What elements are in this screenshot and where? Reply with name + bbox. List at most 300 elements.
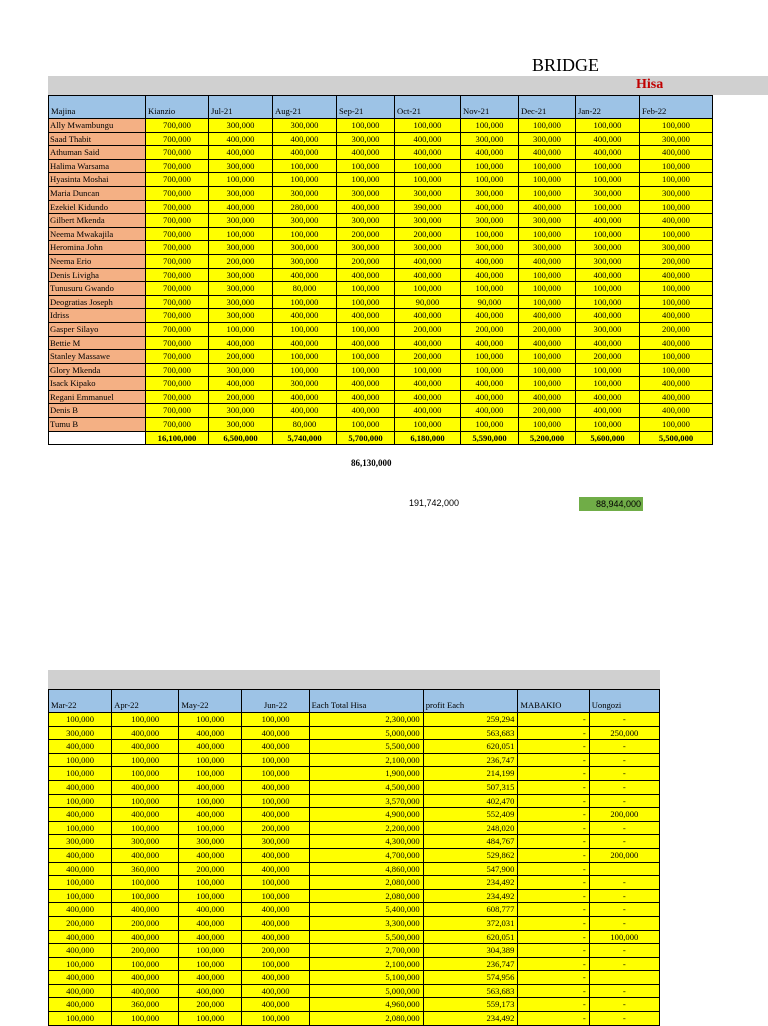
amount-cell[interactable]: 300,000: [640, 241, 713, 255]
amount-cell[interactable]: 100,000: [337, 173, 395, 187]
amount-cell[interactable]: 100,000: [576, 159, 640, 173]
amount-cell[interactable]: 100,000: [179, 944, 242, 958]
amount-cell[interactable]: 100,000: [179, 821, 242, 835]
amount-cell[interactable]: 400,000: [112, 848, 179, 862]
amount-cell[interactable]: 400,000: [461, 146, 519, 160]
member-name-cell[interactable]: Neema Mwakajila: [49, 227, 146, 241]
amount-cell[interactable]: 234,492: [423, 876, 518, 890]
amount-cell[interactable]: 100,000: [112, 767, 179, 781]
amount-cell[interactable]: 2,080,000: [309, 1012, 423, 1026]
amount-cell[interactable]: 400,000: [273, 336, 337, 350]
amount-cell[interactable]: 400,000: [640, 336, 713, 350]
amount-cell[interactable]: 2,700,000: [309, 944, 423, 958]
amount-cell[interactable]: 100,000: [242, 713, 309, 727]
amount-cell[interactable]: 200,000: [576, 350, 640, 364]
amount-cell[interactable]: 100,000: [337, 119, 395, 133]
amount-cell[interactable]: 400,000: [242, 780, 309, 794]
amount-cell[interactable]: 400,000: [640, 404, 713, 418]
amount-cell[interactable]: -: [518, 808, 589, 822]
amount-cell[interactable]: 100,000: [461, 282, 519, 296]
amount-cell[interactable]: 700,000: [146, 119, 209, 133]
amount-cell[interactable]: 234,492: [423, 889, 518, 903]
member-name-cell[interactable]: Heromina John: [49, 241, 146, 255]
amount-cell[interactable]: 402,470: [423, 794, 518, 808]
amount-cell[interactable]: 80,000: [273, 282, 337, 296]
amount-cell[interactable]: 100,000: [337, 363, 395, 377]
amount-cell[interactable]: 300,000: [395, 241, 461, 255]
amount-cell[interactable]: 100,000: [112, 753, 179, 767]
amount-cell[interactable]: [589, 971, 659, 985]
amount-cell[interactable]: 700,000: [146, 173, 209, 187]
member-name-cell[interactable]: Denis B: [49, 404, 146, 418]
amount-cell[interactable]: 100,000: [576, 363, 640, 377]
amount-cell[interactable]: -: [589, 780, 659, 794]
amount-cell[interactable]: 400,000: [179, 903, 242, 917]
amount-cell[interactable]: 100,000: [519, 186, 576, 200]
amount-cell[interactable]: -: [518, 930, 589, 944]
amount-cell[interactable]: 100,000: [519, 350, 576, 364]
amount-cell[interactable]: 200,000: [337, 227, 395, 241]
amount-cell[interactable]: 2,080,000: [309, 889, 423, 903]
total-cell[interactable]: 5,740,000: [273, 431, 337, 445]
amount-cell[interactable]: 400,000: [112, 740, 179, 754]
amount-cell[interactable]: 300,000: [209, 268, 273, 282]
amount-cell[interactable]: 400,000: [461, 390, 519, 404]
amount-cell[interactable]: 100,000: [589, 930, 659, 944]
amount-cell[interactable]: 300,000: [461, 186, 519, 200]
amount-cell[interactable]: 100,000: [112, 889, 179, 903]
amount-cell[interactable]: 400,000: [112, 984, 179, 998]
amount-cell[interactable]: 300,000: [209, 119, 273, 133]
amount-cell[interactable]: 100,000: [112, 957, 179, 971]
amount-cell[interactable]: -: [518, 835, 589, 849]
amount-cell[interactable]: 400,000: [519, 146, 576, 160]
amount-cell[interactable]: 300,000: [179, 835, 242, 849]
amount-cell[interactable]: 3,300,000: [309, 916, 423, 930]
amount-cell[interactable]: 400,000: [242, 862, 309, 876]
amount-cell[interactable]: 400,000: [337, 309, 395, 323]
amount-cell[interactable]: 200,000: [242, 944, 309, 958]
amount-cell[interactable]: 400,000: [242, 848, 309, 862]
amount-cell[interactable]: -: [518, 753, 589, 767]
amount-cell[interactable]: 400,000: [209, 146, 273, 160]
amount-cell[interactable]: 400,000: [242, 903, 309, 917]
amount-cell[interactable]: 300,000: [112, 835, 179, 849]
amount-cell[interactable]: -: [518, 971, 589, 985]
amount-cell[interactable]: 300,000: [242, 835, 309, 849]
amount-cell[interactable]: 400,000: [112, 971, 179, 985]
amount-cell[interactable]: -: [518, 903, 589, 917]
amount-cell[interactable]: -: [518, 713, 589, 727]
amount-cell[interactable]: 100,000: [337, 418, 395, 432]
amount-cell[interactable]: 400,000: [576, 214, 640, 228]
amount-cell[interactable]: 300,000: [273, 186, 337, 200]
amount-cell[interactable]: 400,000: [640, 377, 713, 391]
amount-cell[interactable]: 400,000: [461, 336, 519, 350]
amount-cell[interactable]: 234,492: [423, 1012, 518, 1026]
amount-cell[interactable]: 400,000: [112, 780, 179, 794]
amount-cell[interactable]: 2,080,000: [309, 876, 423, 890]
amount-cell[interactable]: 300,000: [461, 132, 519, 146]
amount-cell[interactable]: 200,000: [179, 998, 242, 1012]
amount-cell[interactable]: 400,000: [461, 377, 519, 391]
amount-cell[interactable]: 400,000: [395, 390, 461, 404]
amount-cell[interactable]: 300,000: [209, 309, 273, 323]
member-name-cell[interactable]: Ally Mwambungu: [49, 119, 146, 133]
amount-cell[interactable]: 300,000: [395, 214, 461, 228]
amount-cell[interactable]: -: [518, 794, 589, 808]
amount-cell[interactable]: 300,000: [209, 418, 273, 432]
amount-cell[interactable]: 552,409: [423, 808, 518, 822]
amount-cell[interactable]: 400,000: [576, 390, 640, 404]
amount-cell[interactable]: 400,000: [209, 200, 273, 214]
amount-cell[interactable]: 2,100,000: [309, 753, 423, 767]
amount-cell[interactable]: 100,000: [179, 753, 242, 767]
amount-cell[interactable]: 300,000: [519, 241, 576, 255]
amount-cell[interactable]: 400,000: [179, 780, 242, 794]
amount-cell[interactable]: 400,000: [49, 971, 112, 985]
amount-cell[interactable]: 5,000,000: [309, 984, 423, 998]
amount-cell[interactable]: 300,000: [209, 295, 273, 309]
amount-cell[interactable]: 300,000: [576, 241, 640, 255]
amount-cell[interactable]: 300,000: [209, 214, 273, 228]
amount-cell[interactable]: 200,000: [395, 322, 461, 336]
amount-cell[interactable]: 400,000: [519, 254, 576, 268]
amount-cell[interactable]: 2,100,000: [309, 957, 423, 971]
amount-cell[interactable]: 100,000: [395, 119, 461, 133]
amount-cell[interactable]: -: [589, 876, 659, 890]
amount-cell[interactable]: 700,000: [146, 322, 209, 336]
amount-cell[interactable]: 400,000: [273, 390, 337, 404]
amount-cell[interactable]: 100,000: [519, 282, 576, 296]
amount-cell[interactable]: 400,000: [395, 404, 461, 418]
amount-cell[interactable]: -: [518, 1012, 589, 1026]
amount-cell[interactable]: 100,000: [112, 794, 179, 808]
amount-cell[interactable]: 259,294: [423, 713, 518, 727]
amount-cell[interactable]: 100,000: [242, 889, 309, 903]
amount-cell[interactable]: 400,000: [395, 254, 461, 268]
amount-cell[interactable]: 100,000: [273, 350, 337, 364]
amount-cell[interactable]: 5,500,000: [309, 740, 423, 754]
amount-cell[interactable]: -: [589, 957, 659, 971]
amount-cell[interactable]: 200,000: [519, 404, 576, 418]
total-cell[interactable]: 5,200,000: [519, 431, 576, 445]
amount-cell[interactable]: -: [589, 903, 659, 917]
amount-cell[interactable]: 200,000: [242, 821, 309, 835]
amount-cell[interactable]: 400,000: [461, 200, 519, 214]
amount-cell[interactable]: 5,400,000: [309, 903, 423, 917]
amount-cell[interactable]: 529,862: [423, 848, 518, 862]
amount-cell[interactable]: 100,000: [519, 363, 576, 377]
amount-cell[interactable]: 250,000: [589, 726, 659, 740]
amount-cell[interactable]: 400,000: [519, 390, 576, 404]
amount-cell[interactable]: 100,000: [242, 1012, 309, 1026]
amount-cell[interactable]: 100,000: [273, 322, 337, 336]
amount-cell[interactable]: 100,000: [337, 295, 395, 309]
amount-cell[interactable]: 100,000: [640, 173, 713, 187]
amount-cell[interactable]: 5,500,000: [309, 930, 423, 944]
amount-cell[interactable]: 700,000: [146, 241, 209, 255]
amount-cell[interactable]: 100,000: [395, 363, 461, 377]
amount-cell[interactable]: 400,000: [337, 200, 395, 214]
amount-cell[interactable]: 700,000: [146, 404, 209, 418]
amount-cell[interactable]: 700,000: [146, 214, 209, 228]
amount-cell[interactable]: 700,000: [146, 268, 209, 282]
amount-cell[interactable]: 400,000: [640, 390, 713, 404]
amount-cell[interactable]: 100,000: [49, 753, 112, 767]
amount-cell[interactable]: 100,000: [640, 350, 713, 364]
amount-cell[interactable]: 400,000: [49, 740, 112, 754]
amount-cell[interactable]: -: [518, 944, 589, 958]
amount-cell[interactable]: 400,000: [49, 984, 112, 998]
amount-cell[interactable]: 200,000: [209, 350, 273, 364]
amount-cell[interactable]: 100,000: [576, 418, 640, 432]
amount-cell[interactable]: 200,000: [395, 227, 461, 241]
amount-cell[interactable]: 300,000: [209, 241, 273, 255]
amount-cell[interactable]: 620,051: [423, 930, 518, 944]
amount-cell[interactable]: 700,000: [146, 132, 209, 146]
member-name-cell[interactable]: Deogratias Joseph: [49, 295, 146, 309]
amount-cell[interactable]: 214,199: [423, 767, 518, 781]
amount-cell[interactable]: 400,000: [179, 971, 242, 985]
member-name-cell[interactable]: Regani Emmanuel: [49, 390, 146, 404]
amount-cell[interactable]: 100,000: [273, 363, 337, 377]
amount-cell[interactable]: 100,000: [395, 418, 461, 432]
amount-cell[interactable]: -: [589, 753, 659, 767]
amount-cell[interactable]: 100,000: [576, 119, 640, 133]
amount-cell[interactable]: 100,000: [640, 200, 713, 214]
amount-cell[interactable]: 90,000: [395, 295, 461, 309]
amount-cell[interactable]: 3,570,000: [309, 794, 423, 808]
amount-cell[interactable]: 100,000: [273, 159, 337, 173]
amount-cell[interactable]: 700,000: [146, 159, 209, 173]
total-cell[interactable]: 5,500,000: [640, 431, 713, 445]
amount-cell[interactable]: -: [518, 957, 589, 971]
amount-cell[interactable]: 300,000: [576, 322, 640, 336]
amount-cell[interactable]: 400,000: [273, 146, 337, 160]
amount-cell[interactable]: 100,000: [640, 418, 713, 432]
amount-cell[interactable]: 400,000: [576, 268, 640, 282]
amount-cell[interactable]: 100,000: [519, 227, 576, 241]
amount-cell[interactable]: 700,000: [146, 254, 209, 268]
amount-cell[interactable]: 100,000: [461, 227, 519, 241]
amount-cell[interactable]: 400,000: [337, 390, 395, 404]
amount-cell[interactable]: 4,900,000: [309, 808, 423, 822]
amount-cell[interactable]: 620,051: [423, 740, 518, 754]
amount-cell[interactable]: 700,000: [146, 363, 209, 377]
amount-cell[interactable]: -: [589, 916, 659, 930]
amount-cell[interactable]: 100,000: [519, 377, 576, 391]
amount-cell[interactable]: 304,389: [423, 944, 518, 958]
member-name-cell[interactable]: Saad Thabit: [49, 132, 146, 146]
amount-cell[interactable]: 4,300,000: [309, 835, 423, 849]
amount-cell[interactable]: 100,000: [112, 1012, 179, 1026]
amount-cell[interactable]: 400,000: [242, 930, 309, 944]
amount-cell[interactable]: 200,000: [519, 322, 576, 336]
amount-cell[interactable]: 700,000: [146, 186, 209, 200]
amount-cell[interactable]: 200,000: [209, 390, 273, 404]
amount-cell[interactable]: 200,000: [640, 322, 713, 336]
amount-cell[interactable]: 400,000: [179, 916, 242, 930]
amount-cell[interactable]: 400,000: [461, 404, 519, 418]
member-name-cell[interactable]: Athuman Said: [49, 146, 146, 160]
amount-cell[interactable]: 360,000: [112, 862, 179, 876]
member-name-cell[interactable]: Tunusuru Gwando: [49, 282, 146, 296]
amount-cell[interactable]: 200,000: [179, 862, 242, 876]
amount-cell[interactable]: 700,000: [146, 377, 209, 391]
amount-cell[interactable]: 300,000: [640, 132, 713, 146]
amount-cell[interactable]: 100,000: [395, 282, 461, 296]
amount-cell[interactable]: 100,000: [519, 173, 576, 187]
member-name-cell[interactable]: Bettie M: [49, 336, 146, 350]
amount-cell[interactable]: 300,000: [576, 254, 640, 268]
empty-cell[interactable]: [49, 431, 146, 445]
amount-cell[interactable]: 559,173: [423, 998, 518, 1012]
amount-cell[interactable]: 400,000: [519, 200, 576, 214]
amount-cell[interactable]: 100,000: [576, 227, 640, 241]
amount-cell[interactable]: 236,747: [423, 957, 518, 971]
amount-cell[interactable]: 100,000: [395, 159, 461, 173]
amount-cell[interactable]: 700,000: [146, 282, 209, 296]
amount-cell[interactable]: 300,000: [209, 159, 273, 173]
amount-cell[interactable]: 400,000: [461, 268, 519, 282]
amount-cell[interactable]: -: [589, 835, 659, 849]
amount-cell[interactable]: 100,000: [640, 119, 713, 133]
member-name-cell[interactable]: Maria Duncan: [49, 186, 146, 200]
amount-cell[interactable]: 400,000: [640, 214, 713, 228]
amount-cell[interactable]: 4,700,000: [309, 848, 423, 862]
amount-cell[interactable]: 300,000: [337, 214, 395, 228]
amount-cell[interactable]: 100,000: [242, 876, 309, 890]
member-name-cell[interactable]: Isack Kipako: [49, 377, 146, 391]
amount-cell[interactable]: 100,000: [519, 418, 576, 432]
amount-cell[interactable]: 300,000: [640, 186, 713, 200]
amount-cell[interactable]: 400,000: [461, 254, 519, 268]
amount-cell[interactable]: 4,500,000: [309, 780, 423, 794]
amount-cell[interactable]: 400,000: [209, 336, 273, 350]
amount-cell[interactable]: 300,000: [209, 186, 273, 200]
amount-cell[interactable]: -: [589, 998, 659, 1012]
amount-cell[interactable]: 100,000: [179, 957, 242, 971]
amount-cell[interactable]: -: [589, 944, 659, 958]
amount-cell[interactable]: 700,000: [146, 146, 209, 160]
amount-cell[interactable]: 400,000: [242, 808, 309, 822]
amount-cell[interactable]: 400,000: [49, 903, 112, 917]
amount-cell[interactable]: 100,000: [242, 753, 309, 767]
amount-cell[interactable]: -: [589, 740, 659, 754]
amount-cell[interactable]: 100,000: [273, 173, 337, 187]
amount-cell[interactable]: 100,000: [49, 1012, 112, 1026]
amount-cell[interactable]: 100,000: [49, 876, 112, 890]
amount-cell[interactable]: 300,000: [519, 132, 576, 146]
amount-cell[interactable]: 400,000: [640, 146, 713, 160]
member-name-cell[interactable]: Tumu B: [49, 418, 146, 432]
amount-cell[interactable]: 300,000: [273, 377, 337, 391]
amount-cell[interactable]: -: [518, 998, 589, 1012]
amount-cell[interactable]: 400,000: [179, 848, 242, 862]
amount-cell[interactable]: 400,000: [112, 808, 179, 822]
amount-cell[interactable]: 400,000: [179, 740, 242, 754]
amount-cell[interactable]: 300,000: [337, 186, 395, 200]
amount-cell[interactable]: 200,000: [395, 350, 461, 364]
amount-cell[interactable]: 400,000: [519, 336, 576, 350]
amount-cell[interactable]: 400,000: [242, 984, 309, 998]
amount-cell[interactable]: 400,000: [179, 984, 242, 998]
amount-cell[interactable]: 100,000: [49, 889, 112, 903]
amount-cell[interactable]: 547,900: [423, 862, 518, 876]
amount-cell[interactable]: 300,000: [273, 254, 337, 268]
amount-cell[interactable]: 700,000: [146, 350, 209, 364]
amount-cell[interactable]: 100,000: [640, 282, 713, 296]
amount-cell[interactable]: 100,000: [209, 227, 273, 241]
amount-cell[interactable]: 400,000: [49, 808, 112, 822]
amount-cell[interactable]: 100,000: [242, 957, 309, 971]
amount-cell[interactable]: 200,000: [589, 848, 659, 862]
amount-cell[interactable]: 300,000: [49, 726, 112, 740]
amount-cell[interactable]: 100,000: [179, 794, 242, 808]
amount-cell[interactable]: 300,000: [337, 132, 395, 146]
amount-cell[interactable]: 100,000: [640, 295, 713, 309]
total-cell[interactable]: 5,590,000: [461, 431, 519, 445]
amount-cell[interactable]: -: [589, 984, 659, 998]
amount-cell[interactable]: 80,000: [273, 418, 337, 432]
total-cell[interactable]: 5,600,000: [576, 431, 640, 445]
amount-cell[interactable]: 100,000: [576, 377, 640, 391]
amount-cell[interactable]: -: [518, 821, 589, 835]
amount-cell[interactable]: 100,000: [273, 295, 337, 309]
amount-cell[interactable]: 700,000: [146, 336, 209, 350]
amount-cell[interactable]: 100,000: [519, 268, 576, 282]
amount-cell[interactable]: 100,000: [640, 363, 713, 377]
amount-cell[interactable]: 400,000: [273, 132, 337, 146]
amount-cell[interactable]: 563,683: [423, 984, 518, 998]
amount-cell[interactable]: 200,000: [337, 254, 395, 268]
amount-cell[interactable]: 400,000: [49, 848, 112, 862]
amount-cell[interactable]: 2,200,000: [309, 821, 423, 835]
amount-cell[interactable]: 100,000: [461, 173, 519, 187]
amount-cell[interactable]: 608,777: [423, 903, 518, 917]
member-name-cell[interactable]: Hyasinta Moshai: [49, 173, 146, 187]
member-name-cell[interactable]: Denis Livigha: [49, 268, 146, 282]
amount-cell[interactable]: 100,000: [576, 282, 640, 296]
amount-cell[interactable]: 100,000: [49, 713, 112, 727]
amount-cell[interactable]: 484,767: [423, 835, 518, 849]
amount-cell[interactable]: 400,000: [576, 404, 640, 418]
amount-cell[interactable]: 100,000: [576, 295, 640, 309]
amount-cell[interactable]: -: [518, 876, 589, 890]
amount-cell[interactable]: 200,000: [461, 322, 519, 336]
amount-cell[interactable]: -: [518, 848, 589, 862]
amount-cell[interactable]: -: [589, 821, 659, 835]
amount-cell[interactable]: 574,956: [423, 971, 518, 985]
amount-cell[interactable]: 300,000: [209, 404, 273, 418]
amount-cell[interactable]: 400,000: [209, 132, 273, 146]
amount-cell[interactable]: 400,000: [576, 336, 640, 350]
amount-cell[interactable]: 400,000: [179, 726, 242, 740]
amount-cell[interactable]: 400,000: [519, 309, 576, 323]
amount-cell[interactable]: 200,000: [49, 916, 112, 930]
amount-cell[interactable]: 300,000: [519, 214, 576, 228]
amount-cell[interactable]: 300,000: [461, 214, 519, 228]
amount-cell[interactable]: 5,000,000: [309, 726, 423, 740]
amount-cell[interactable]: 100,000: [179, 713, 242, 727]
amount-cell[interactable]: 100,000: [337, 350, 395, 364]
amount-cell[interactable]: 200,000: [640, 254, 713, 268]
amount-cell[interactable]: 100,000: [49, 821, 112, 835]
amount-cell[interactable]: 400,000: [337, 268, 395, 282]
amount-cell[interactable]: 100,000: [112, 821, 179, 835]
member-name-cell[interactable]: Ezekiel Kidundo: [49, 200, 146, 214]
